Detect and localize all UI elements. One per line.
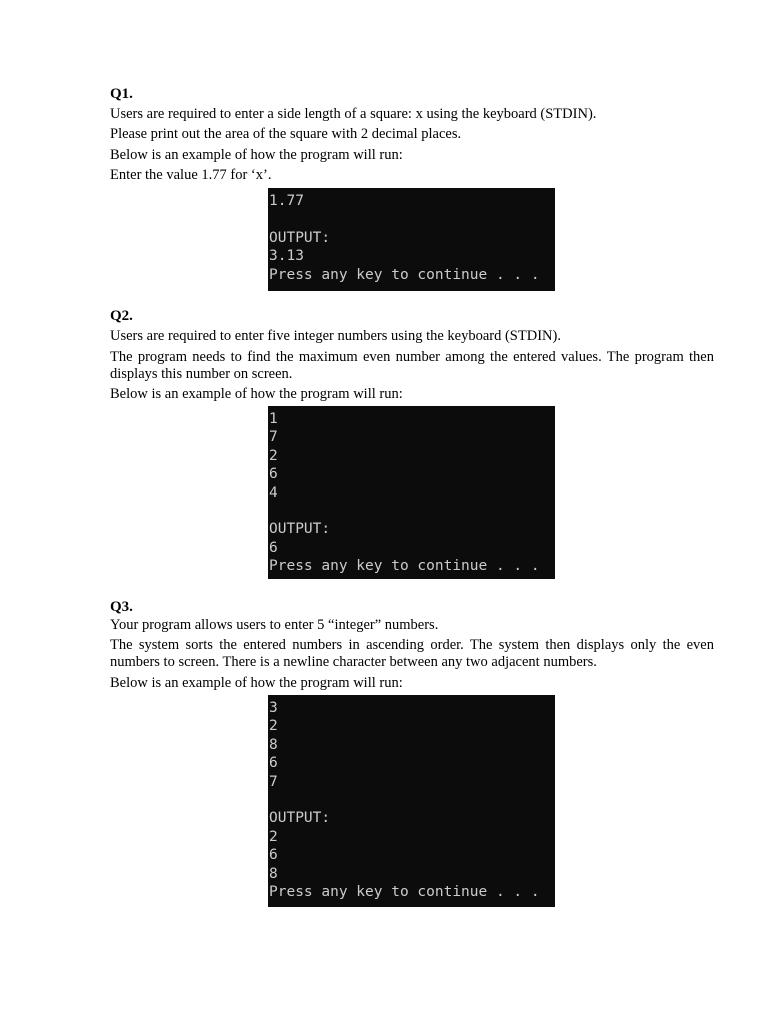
console-line: OUTPUT: bbox=[269, 521, 331, 538]
console-line: 2 bbox=[269, 447, 278, 464]
q2-text-line: Users are required to enter five integer numbers using the keyboard (STDIN). bbox=[110, 328, 561, 344]
q1-text-line: Enter the value 1.77 for ‘x’. bbox=[110, 167, 272, 183]
q3-text-paragraph: The system sorts the entered numbers in ascending order. The system then displays only the even numbers to screen. There is a newline character between any two adjacent numbers. bbox=[110, 637, 714, 670]
console-line: 6 bbox=[269, 539, 278, 556]
q1-heading: Q1. bbox=[110, 86, 133, 102]
q1-text-line: Users are required to enter a side length of a square: x using the keyboard (STDIN). bbox=[110, 106, 597, 122]
console-line: 8 bbox=[269, 865, 278, 882]
q1-console-output bbox=[268, 188, 555, 291]
console-line: OUTPUT: bbox=[269, 229, 331, 246]
console-line: 8 bbox=[269, 736, 278, 753]
console-line: 4 bbox=[269, 484, 278, 501]
q2-heading: Q2. bbox=[110, 308, 133, 324]
console-line: 2 bbox=[269, 828, 278, 845]
console-line: Press any key to continue . . . bbox=[269, 266, 540, 283]
console-line: 1.77 bbox=[269, 193, 304, 209]
q2-console-output bbox=[268, 406, 555, 579]
console-line bbox=[269, 502, 555, 520]
console-line: 6 bbox=[269, 847, 278, 864]
q3-heading: Q3. bbox=[110, 599, 133, 615]
console-line: 7 bbox=[269, 773, 278, 790]
q2-text-paragraph: The program needs to find the maximum even number among the entered values. The program then displays this number on screen. bbox=[110, 349, 714, 382]
console-line: 1 bbox=[269, 411, 278, 427]
q3-text-line: Below is an example of how the program will run: bbox=[110, 675, 403, 691]
q1-text-line: Below is an example of how the program will run: bbox=[110, 147, 403, 163]
q3-console-output bbox=[268, 695, 555, 907]
console-line: 2 bbox=[269, 718, 278, 735]
console-line: 7 bbox=[269, 429, 278, 446]
console-line: 6 bbox=[269, 466, 278, 483]
q1-text-line: Please print out the area of the square with 2 decimal places. bbox=[110, 126, 462, 142]
q3-text-line: Your program allows users to enter 5 “integer” numbers. bbox=[110, 617, 439, 633]
console-line: 3.13 bbox=[269, 248, 304, 265]
console-line bbox=[269, 210, 555, 228]
console-line: Press any key to continue . . . bbox=[269, 883, 540, 900]
console-line: 6 bbox=[269, 755, 278, 772]
q2-text-line: Below is an example of how the program will run: bbox=[110, 386, 403, 402]
console-line bbox=[269, 791, 555, 809]
console-line: Press any key to continue . . . bbox=[269, 558, 540, 575]
console-line: OUTPUT: bbox=[269, 810, 331, 827]
console-line: 3 bbox=[269, 700, 278, 716]
